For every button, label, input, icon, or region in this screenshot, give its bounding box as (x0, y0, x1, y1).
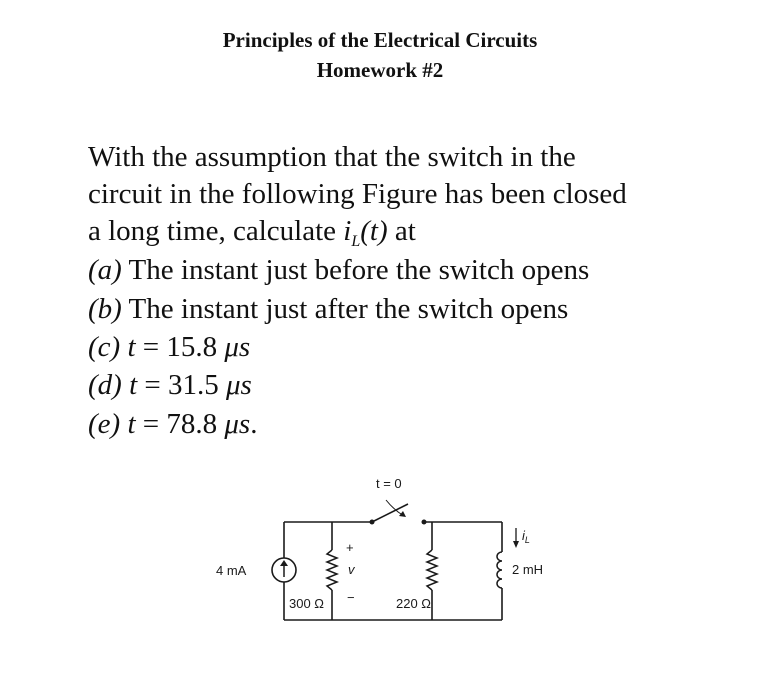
part-c (88, 330, 250, 364)
intro-sub: L (351, 233, 361, 250)
inductor-icon (497, 552, 502, 588)
current-arrow-icon (513, 528, 519, 548)
part-label: (a) (88, 254, 122, 286)
part-eq: = 78.8 (135, 408, 225, 440)
part-unit: μs (224, 331, 251, 363)
intro-arg: (t) (360, 215, 388, 247)
resistor-220-icon (427, 550, 437, 590)
current-var: i (522, 528, 525, 543)
current-sub: L (524, 535, 530, 545)
part-unit: μs (226, 369, 252, 401)
part-var: t (127, 408, 136, 440)
part-label: (b) (88, 293, 122, 325)
resistor-300-label: 300 Ω (289, 596, 325, 611)
problem-intro-line-1: With the assumption that the switch in the (88, 141, 576, 173)
part-text: The instant just before the switch opens (121, 254, 590, 286)
voltage-var-label: v (348, 562, 355, 577)
problem-intro-line-2: circuit in the following Figure has been closed (88, 178, 627, 210)
current-label (522, 528, 530, 545)
intro-text: a long time, calculate (88, 215, 344, 247)
current-source-icon (272, 558, 296, 582)
inductor-label: 2 mH (512, 562, 544, 577)
document-subtitle: Homework #2 (316, 58, 444, 82)
switch-label: t = 0 (376, 476, 402, 491)
part-eq: = 31.5 (137, 369, 226, 401)
document-title: Principles of the Electrical Circuits (222, 28, 538, 52)
voltage-plus-label: + (346, 540, 354, 555)
part-e (88, 407, 257, 441)
source-label: 4 mA (216, 563, 247, 578)
part-text: The instant just after the switch opens (121, 293, 569, 325)
intro-var: i (343, 215, 352, 247)
part-b (88, 292, 568, 326)
part-label: (e) (88, 408, 121, 440)
part-end: . (250, 408, 258, 440)
part-var: t (127, 331, 136, 363)
part-label: (d) (88, 369, 122, 401)
part-a (88, 253, 589, 287)
switch-icon (370, 500, 427, 525)
part-label: (c) (88, 331, 121, 363)
part-unit: μs (224, 408, 251, 440)
circuit-diagram (200, 470, 560, 630)
intro-after: at (387, 215, 416, 247)
part-d (88, 368, 252, 402)
resistor-300-icon (327, 550, 337, 590)
part-var: t (129, 369, 138, 401)
voltage-minus-label: − (347, 590, 355, 605)
resistor-220-label: 220 Ω (396, 596, 432, 611)
part-eq: = 15.8 (135, 331, 225, 363)
